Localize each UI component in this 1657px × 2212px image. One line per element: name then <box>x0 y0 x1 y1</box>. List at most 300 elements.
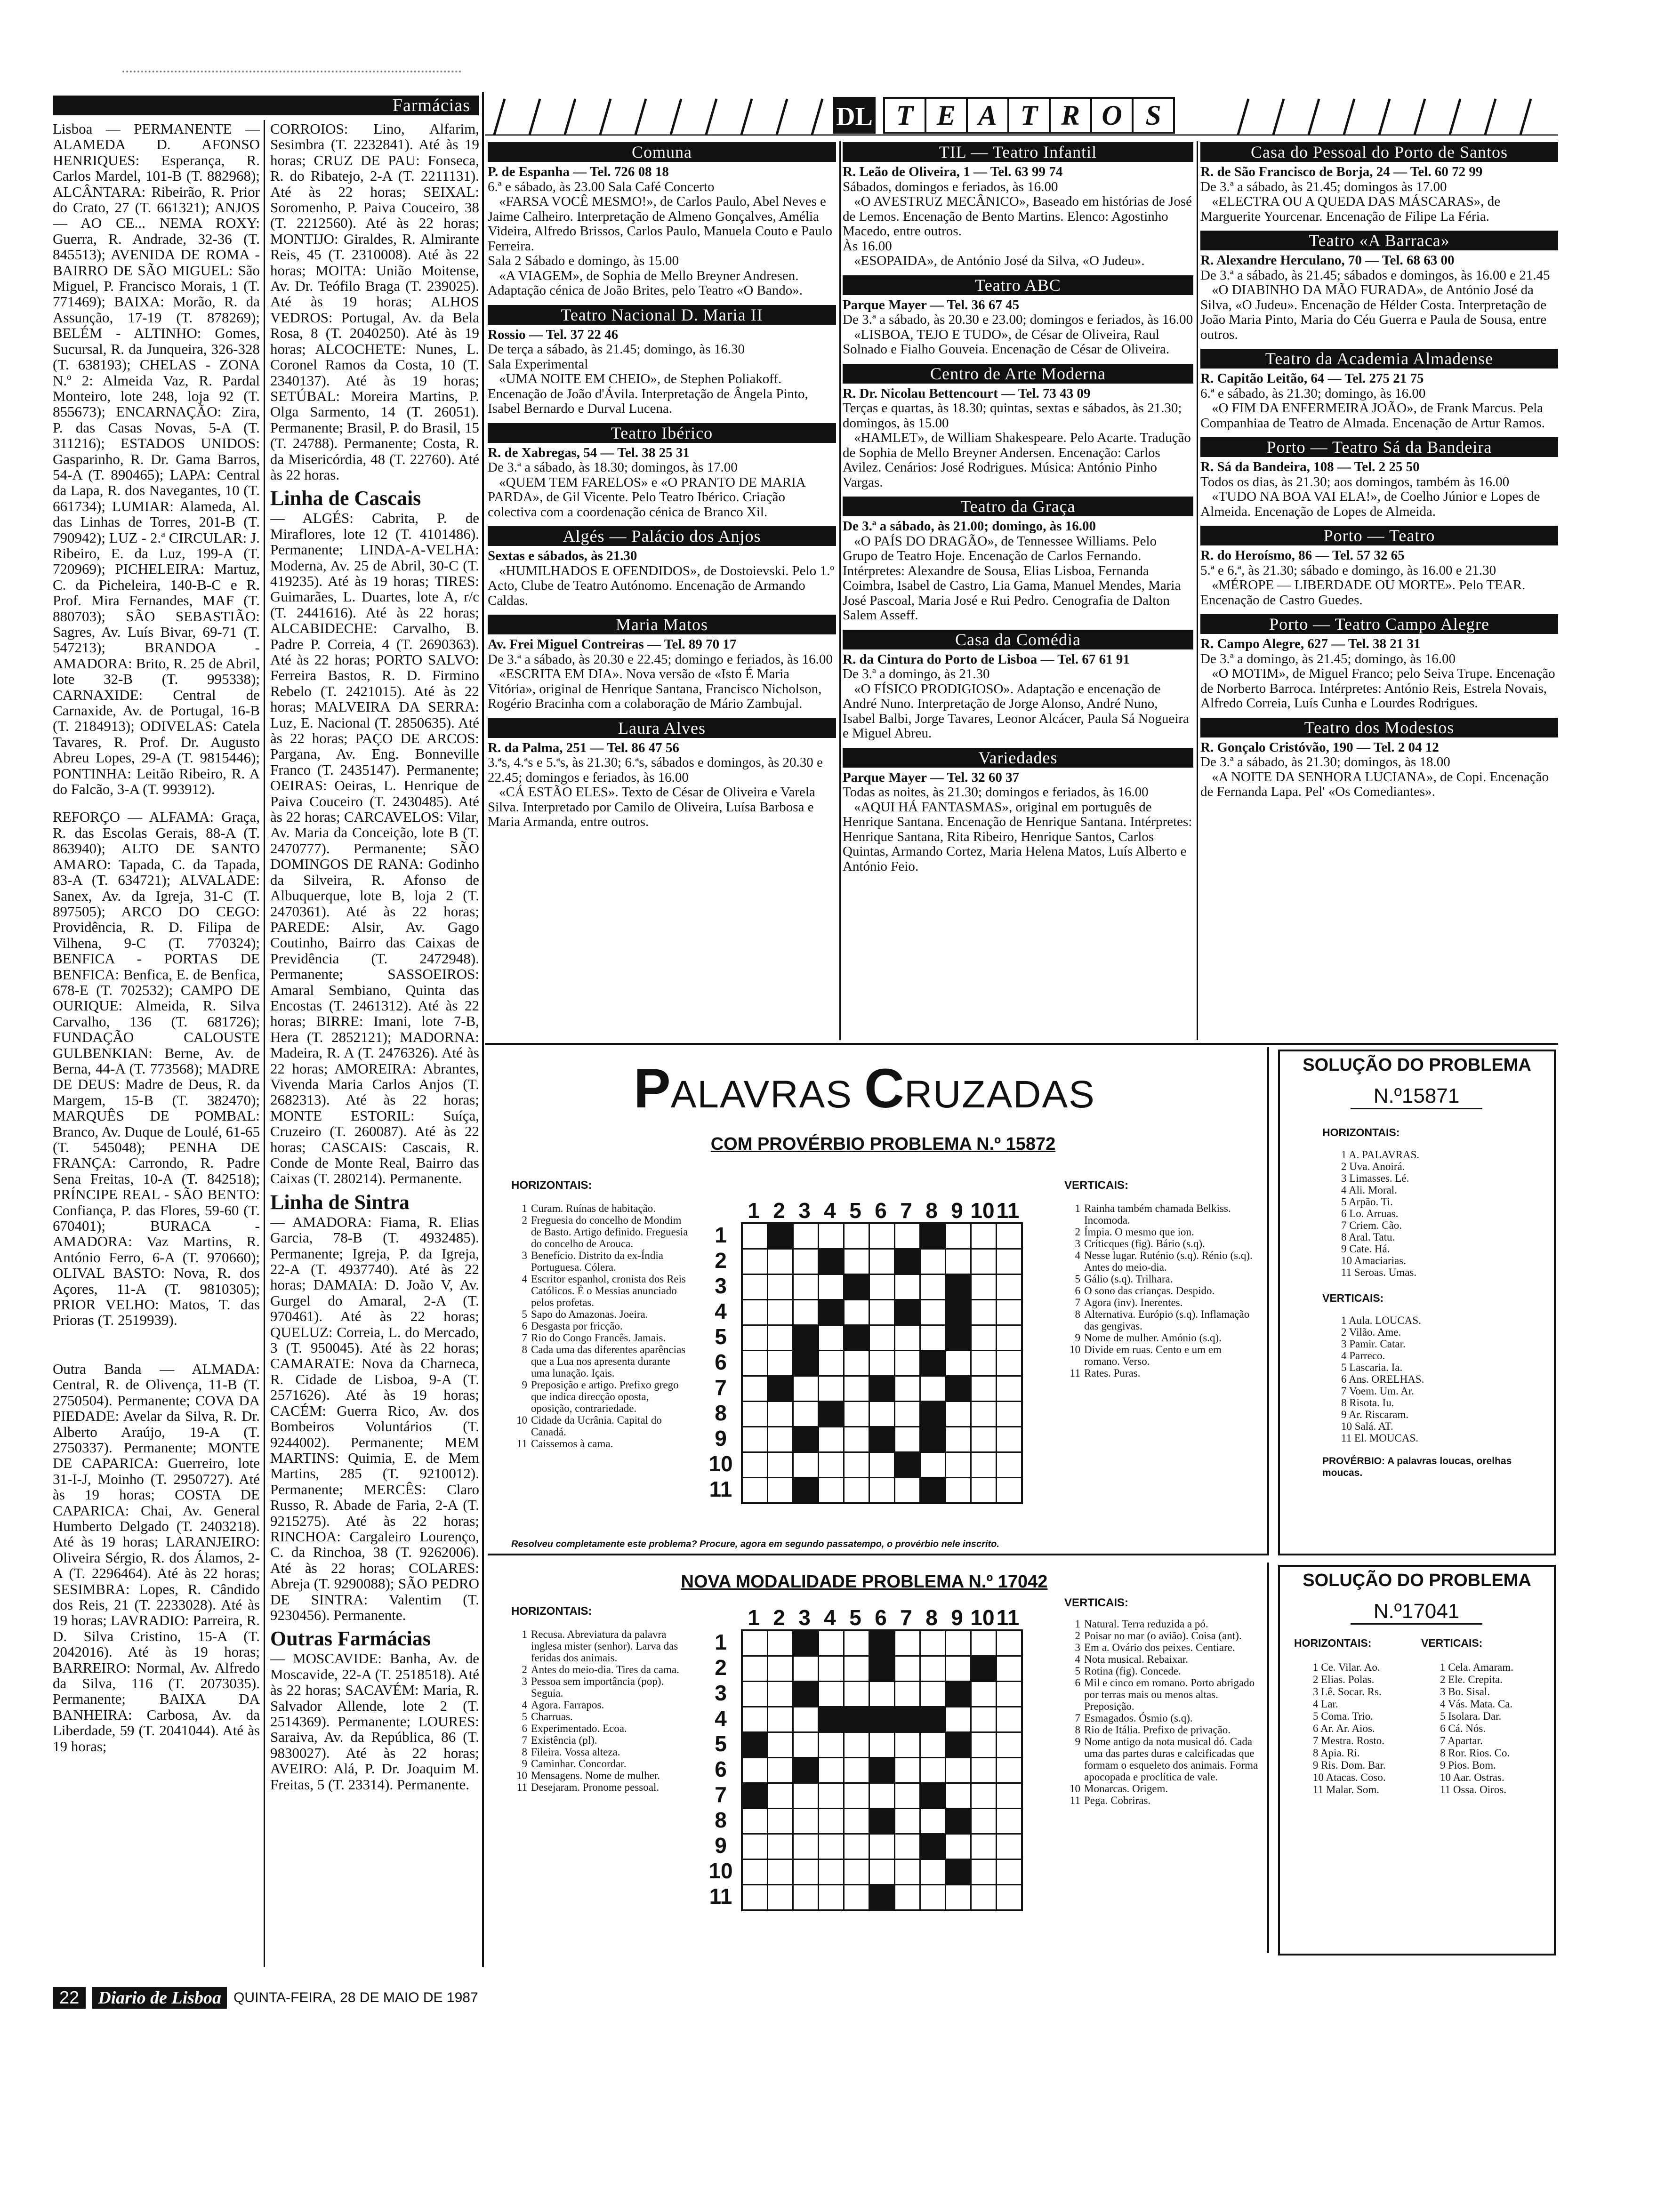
grid-cell[interactable] <box>794 1427 819 1453</box>
grid-cell[interactable] <box>895 1275 921 1300</box>
grid-cell[interactable] <box>768 1784 794 1809</box>
grid-cell[interactable] <box>870 1250 895 1275</box>
solution1-horizontais: HORIZONTAIS: 1 A. PALAVRAS. 2 Uva. Anoirá. 3 Limasses. Lé. 4 Ali. Moral. 5 Arpão. Ti. 6 Lo. Arruas. 7 Criem. Cão. 8 Aral. Tatu. 9 Cate. Há. 10 Amaciarias. 11 Seroas. Umas. VERTICAIS: 1 Aula. LOUCAS. 2 Vilão. Ame. 3 Pamir. Catar. 4 Parreco. 5 Lascaria. Ia. 6 Ans. ORELHAS. 7 Voem. Um. Ar. 8 Risota. Iu. 9 Ar. Riscaram. 10 Salá. AT. 11 El. MOUCAS. PROVÉRBIO: A palavras loucas, orelhas moucas. <box>1322 1127 1539 1479</box>
grid-row-number: 7 <box>715 1782 727 1807</box>
grid-cell[interactable] <box>768 1326 794 1351</box>
grid-cell[interactable] <box>794 1657 819 1682</box>
grid-cell[interactable] <box>845 1250 870 1275</box>
grid-cell[interactable] <box>819 1402 845 1427</box>
crossword2-verticais: VERTICAIS: 1 Natural. Terra reduzida a pó. 2 Poisar no mar (o avião). Coisa (ant). 3 Em a. Ovário dos peixes. Centiare. 4 Nota musical. Rebaixar. 5 Rotina (fig). Concede. 6 Mil e cinco em romano. Porto abrigado por terras mais ou menos altas. Preposição. 7 Esmagados. Ósmio (s.q). 8 Rio de Itália. Prefixo de privação. 9 Nome antigo da nota musical dó. Cada uma das partes duras e calcificadas que formam o esqueleto dos animais. Forma apocopada e proclítica de vale. 10 Monarcas. Origem. 11 Pega. Cobriras. <box>1064 1596 1262 1806</box>
grid-cell[interactable] <box>743 1250 768 1275</box>
grid-cell[interactable] <box>845 1707 870 1733</box>
grid-cell[interactable] <box>794 1326 819 1351</box>
grid-cell[interactable] <box>997 1326 1022 1351</box>
grid-col-number: 6 <box>875 1605 887 1630</box>
grid-cell[interactable] <box>946 1835 972 1860</box>
grid-cell[interactable] <box>921 1326 946 1351</box>
grid-cell[interactable] <box>845 1224 870 1250</box>
grid-cell[interactable] <box>845 1300 870 1326</box>
grid-cell[interactable] <box>946 1809 972 1835</box>
theatre-line: «O PAÍS DO DRAGÃO», de Tennessee Williams. Pelo Grupo de Teatro Hoje. Encenação de Carlos Fernando. Intérpretes: Alexandre de Sousa, Elias Lisboa, Fernanda Coimbra, Isabel de Castro, Lia Gama, Manuel Mendes, Maria José Pascoal, Maria José e Rui Pedro. Cenografia de Dalton Salem Asseff. <box>843 533 1181 623</box>
grid-col-number: 4 <box>824 1198 836 1223</box>
grid-cell[interactable] <box>819 1453 845 1478</box>
grid-cell[interactable] <box>743 1224 768 1250</box>
grid-cell[interactable] <box>794 1402 819 1427</box>
grid-cell[interactable] <box>743 1275 768 1300</box>
grid-cell[interactable] <box>845 1784 870 1809</box>
grid-cell[interactable] <box>845 1809 870 1835</box>
solution-line: 4 Ali. Moral. <box>1341 1184 1397 1196</box>
grid-cell[interactable] <box>743 1427 768 1453</box>
grid-cell[interactable] <box>743 1402 768 1427</box>
crossword2-grid-area <box>695 1605 1062 1944</box>
grid-cell[interactable] <box>921 1631 946 1657</box>
grid-cell[interactable] <box>895 1377 921 1402</box>
grid-cell[interactable] <box>895 1250 921 1275</box>
grid-cell[interactable] <box>997 1758 1022 1784</box>
grid-cell[interactable] <box>972 1707 997 1733</box>
grid-cell[interactable] <box>819 1326 845 1351</box>
grid-cell[interactable] <box>743 1631 768 1657</box>
grid-cell[interactable] <box>997 1275 1022 1300</box>
grid-cell[interactable] <box>972 1478 997 1504</box>
grid-cell[interactable] <box>997 1402 1022 1427</box>
clue: 11 Desejaram. Pronome pessoal. <box>516 1781 660 1793</box>
grid-cell[interactable] <box>845 1835 870 1860</box>
grid-cell[interactable] <box>921 1860 946 1885</box>
grid-cell[interactable] <box>768 1427 794 1453</box>
grid-cell[interactable] <box>921 1250 946 1275</box>
grid-cell[interactable] <box>972 1631 997 1657</box>
teatros-col-a <box>488 141 836 1040</box>
grid-cell[interactable] <box>870 1758 895 1784</box>
grid-cell[interactable] <box>743 1377 768 1402</box>
grid-cell[interactable] <box>946 1631 972 1657</box>
grid-cell[interactable] <box>972 1377 997 1402</box>
grid-cell[interactable] <box>743 1707 768 1733</box>
grid-cell[interactable] <box>870 1707 895 1733</box>
grid-cell[interactable] <box>768 1377 794 1402</box>
theatre-line: De 3.ª a sábado, às 18.30; domingos, às 17.00 <box>488 460 738 475</box>
grid-cell[interactable] <box>845 1427 870 1453</box>
grid-cell[interactable] <box>794 1478 819 1504</box>
clue: 2 Antes do meio-dia. Tires da cama. <box>522 1664 679 1675</box>
grid-cell[interactable] <box>921 1835 946 1860</box>
grid-cell[interactable] <box>768 1250 794 1275</box>
clue: 5 Charruas. <box>522 1711 573 1723</box>
grid-cell[interactable] <box>997 1707 1022 1733</box>
grid-cell[interactable] <box>743 1835 768 1860</box>
grid-cell[interactable] <box>768 1682 794 1707</box>
grid-cell[interactable] <box>819 1809 845 1835</box>
grid-cell[interactable] <box>946 1224 972 1250</box>
grid-cell[interactable] <box>972 1402 997 1427</box>
grid-cell[interactable] <box>794 1351 819 1377</box>
grid-cell[interactable] <box>768 1224 794 1250</box>
clue: 9 Preposição e artigo. Prefixo grego que indica direcção oposta, oposição, contrariedade. <box>522 1379 679 1414</box>
clue: 7 Agora (inv). Inerentes. <box>1075 1297 1183 1308</box>
grid-cell[interactable] <box>946 1326 972 1351</box>
grid-cell[interactable] <box>845 1453 870 1478</box>
theatre-line: «O MOTIM», de Miguel Franco; pelo Seiva Trupe. Encenação de Norberto Barroca. Intérpretes: António Reis, Estrela Novais, Alfredo Correia, Luís Cunha e Lourdes Rodrigues. <box>1200 666 1555 711</box>
grid-cell[interactable] <box>895 1860 921 1885</box>
grid-cell[interactable] <box>743 1809 768 1835</box>
grid-cell[interactable] <box>768 1478 794 1504</box>
grid-cell[interactable] <box>946 1707 972 1733</box>
grid-cell[interactable] <box>870 1657 895 1682</box>
clue: 11 Caissemos à cama. <box>516 1438 613 1450</box>
grid-cell[interactable] <box>870 1427 895 1453</box>
theatre-line: «MÉROPE — LIBERDADE OU MORTE». Pelo TEAR. Encenação de Castro Guedes. <box>1200 577 1526 608</box>
grid-cell[interactable] <box>768 1835 794 1860</box>
grid-cell[interactable] <box>743 1758 768 1784</box>
grid-cell[interactable] <box>819 1300 845 1326</box>
grid-cell[interactable] <box>946 1885 972 1911</box>
grid-cell[interactable] <box>743 1657 768 1682</box>
clue: 10 Mensagens. Nome de mulher. <box>516 1770 660 1781</box>
grid-cell[interactable] <box>794 1758 819 1784</box>
grid-cell[interactable] <box>921 1478 946 1504</box>
grid-cell[interactable] <box>972 1275 997 1300</box>
grid-cell[interactable] <box>895 1402 921 1427</box>
grid-cell[interactable] <box>794 1224 819 1250</box>
grid-cell[interactable] <box>870 1402 895 1427</box>
grid-cell[interactable] <box>921 1885 946 1911</box>
theatre-line: R. de Xabregas, 54 — Tel. 38 25 31 <box>488 445 690 460</box>
grid-cell[interactable] <box>768 1885 794 1911</box>
grid-cell[interactable] <box>895 1784 921 1809</box>
grid-cell[interactable] <box>743 1784 768 1809</box>
grid-cell[interactable] <box>845 1275 870 1300</box>
grid-cell[interactable] <box>819 1885 845 1911</box>
grid-cell[interactable] <box>845 1326 870 1351</box>
grid-cell[interactable] <box>997 1351 1022 1377</box>
grid-cell[interactable] <box>743 1326 768 1351</box>
grid-cell[interactable] <box>743 1453 768 1478</box>
grid-cell[interactable] <box>921 1733 946 1758</box>
grid-cell[interactable] <box>921 1275 946 1300</box>
grid-cell[interactable] <box>895 1733 921 1758</box>
grid-cell[interactable] <box>946 1682 972 1707</box>
grid-cell[interactable] <box>870 1377 895 1402</box>
grid-cell[interactable] <box>768 1631 794 1657</box>
grid-cell[interactable] <box>921 1377 946 1402</box>
grid-cell[interactable] <box>972 1809 997 1835</box>
grid-cell[interactable] <box>794 1784 819 1809</box>
solution2-verticais: VERTICAIS: 1 Cela. Amaram. 2 Ele. Crepita. 3 Bo. Sisal. 4 Vás. Mata. Ca. 5 Isolara. Dar. 6 Cá. Nós. 7 Apartar. 8 Ror. Rios. Co. 9 Pios. Bom. 10 Aar. Ostras. 11 Ossa. Oiros. <box>1421 1637 1548 1796</box>
grid-cell[interactable] <box>845 1631 870 1657</box>
grid-cell[interactable] <box>997 1224 1022 1250</box>
grid-cell[interactable] <box>972 1250 997 1275</box>
grid-cell[interactable] <box>997 1860 1022 1885</box>
grid-cell[interactable] <box>946 1784 972 1809</box>
grid-cell[interactable] <box>946 1453 972 1478</box>
grid-cell[interactable] <box>972 1224 997 1250</box>
grid-cell[interactable] <box>819 1427 845 1453</box>
grid-cell[interactable] <box>946 1427 972 1453</box>
grid-row-number: 11 <box>709 1884 732 1908</box>
theatre-line: Av. Frei Miguel Contreiras — Tel. 89 70 17 <box>488 637 737 652</box>
grid-cell[interactable] <box>870 1351 895 1377</box>
grid-cell[interactable] <box>921 1784 946 1809</box>
grid-cell[interactable] <box>972 1300 997 1326</box>
grid-cell[interactable] <box>921 1707 946 1733</box>
grid-cell[interactable] <box>870 1784 895 1809</box>
theatre-line: De 3.ª a sábado, às 20.30 e 23.00; domingos e feriados, às 16.00 <box>843 312 1193 327</box>
solution-line: 5 Isolara. Dar. <box>1440 1710 1502 1722</box>
grid-cell[interactable] <box>895 1453 921 1478</box>
grid-cell[interactable] <box>819 1682 845 1707</box>
grid-cell[interactable] <box>768 1758 794 1784</box>
solution-line: 6 Cá. Nós. <box>1440 1723 1486 1734</box>
grid-cell[interactable] <box>895 1351 921 1377</box>
grid-cell[interactable] <box>895 1835 921 1860</box>
grid-cell[interactable] <box>794 1682 819 1707</box>
grid-cell[interactable] <box>794 1250 819 1275</box>
grid-cell[interactable] <box>997 1250 1022 1275</box>
grid-row-number: 4 <box>715 1706 727 1731</box>
grid-cell[interactable] <box>819 1478 845 1504</box>
grid-cell[interactable] <box>870 1733 895 1758</box>
clue: 9 Nome antigo da nota musical dó. Cada uma das partes duras e calcificadas que formam o esqueleto dos animais. Forma apocopada e proclítica de vale. <box>1075 1736 1258 1783</box>
grid-cell[interactable] <box>972 1733 997 1758</box>
grid-cell[interactable] <box>845 1860 870 1885</box>
grid-col-number: 10 <box>970 1605 995 1630</box>
grid-cell[interactable] <box>794 1860 819 1885</box>
grid-cell[interactable] <box>845 1885 870 1911</box>
grid-cell[interactable] <box>921 1657 946 1682</box>
grid-cell[interactable] <box>819 1860 845 1885</box>
grid-cell[interactable] <box>768 1707 794 1733</box>
grid-cell[interactable] <box>997 1300 1022 1326</box>
solution-line: 1 A. PALAVRAS. <box>1341 1149 1420 1161</box>
grid-cell[interactable] <box>768 1860 794 1885</box>
grid-cell[interactable] <box>870 1885 895 1911</box>
grid-cell[interactable] <box>819 1657 845 1682</box>
grid-cell[interactable] <box>743 1885 768 1911</box>
grid-cell[interactable] <box>794 1707 819 1733</box>
grid-cell[interactable] <box>743 1860 768 1885</box>
grid-cell[interactable] <box>895 1224 921 1250</box>
grid-cell[interactable] <box>768 1453 794 1478</box>
grid-cell[interactable] <box>768 1351 794 1377</box>
clue: 4 Nesse lugar. Ruténio (s.q). Rénio (s.q). Antes do meio-dia. <box>1075 1250 1253 1273</box>
grid-cell[interactable] <box>997 1427 1022 1453</box>
grid-cell[interactable] <box>972 1427 997 1453</box>
grid-row-number: 1 <box>715 1630 727 1654</box>
grid-cell[interactable] <box>946 1733 972 1758</box>
grid-cell[interactable] <box>997 1478 1022 1504</box>
grid-cell[interactable] <box>870 1682 895 1707</box>
grid-cell[interactable] <box>794 1275 819 1300</box>
grid-cell[interactable] <box>921 1402 946 1427</box>
theatre-name: Teatro da Academia Almadense <box>1200 349 1558 369</box>
grid-cell[interactable] <box>997 1631 1022 1657</box>
grid-cell[interactable] <box>870 1275 895 1300</box>
theatre-line: «CÁ ESTÃO ELES». Texto de César de Oliveira e Varela Silva. Interpretado por Camilo de Oliveira, Luísa Barbosa e Maria Armanda, entre outros. <box>488 785 815 829</box>
grid-cell[interactable] <box>794 1300 819 1326</box>
grid-cell[interactable] <box>946 1657 972 1682</box>
grid-cell[interactable] <box>819 1631 845 1657</box>
grid-cell[interactable] <box>895 1682 921 1707</box>
grid-cell[interactable] <box>819 1224 845 1250</box>
grid-cell[interactable] <box>743 1682 768 1707</box>
grid-cell[interactable] <box>972 1351 997 1377</box>
grid-cell[interactable] <box>972 1860 997 1885</box>
grid-cell[interactable] <box>972 1453 997 1478</box>
grid-cell[interactable] <box>946 1250 972 1275</box>
grid-cell[interactable] <box>921 1758 946 1784</box>
grid-cell[interactable] <box>768 1300 794 1326</box>
grid-cell[interactable] <box>819 1275 845 1300</box>
grid-cell[interactable] <box>972 1326 997 1351</box>
solution-line: 8 Risota. Iu. <box>1341 1397 1394 1409</box>
grid-cell[interactable] <box>819 1835 845 1860</box>
grid-cell[interactable] <box>972 1784 997 1809</box>
grid-cell[interactable] <box>921 1809 946 1835</box>
grid-cell[interactable] <box>997 1453 1022 1478</box>
clue: 6 O sono das crianças. Despido. <box>1075 1285 1215 1297</box>
grid-cell[interactable] <box>997 1784 1022 1809</box>
grid-cell[interactable] <box>921 1300 946 1326</box>
solution-line: 10 Atacas. Coso. <box>1313 1771 1386 1783</box>
grid-cell[interactable] <box>743 1478 768 1504</box>
grid-cell[interactable] <box>845 1733 870 1758</box>
grid-cell[interactable] <box>895 1300 921 1326</box>
clue: 7 Rio do Congo Francês. Jamais. <box>522 1332 666 1344</box>
grid-cell[interactable] <box>819 1351 845 1377</box>
grid-cell[interactable] <box>946 1478 972 1504</box>
grid-cell[interactable] <box>997 1733 1022 1758</box>
grid-cell[interactable] <box>895 1885 921 1911</box>
theatre-line: R. Dr. Nicolau Bettencourt — Tel. 73 43 09 <box>843 385 1091 401</box>
solution-line: 11 El. MOUCAS. <box>1341 1432 1418 1444</box>
grid-cell[interactable] <box>870 1835 895 1860</box>
grid-cell[interactable] <box>845 1657 870 1682</box>
grid-cell[interactable] <box>870 1631 895 1657</box>
solution-line: 10 Salá. AT. <box>1341 1420 1393 1432</box>
grid-cell[interactable] <box>743 1733 768 1758</box>
grid-cell[interactable] <box>768 1657 794 1682</box>
grid-cell[interactable] <box>819 1707 845 1733</box>
theatre-line: R. de São Francisco de Borja, 24 — Tel. 60 72 99 <box>1200 164 1483 179</box>
theatre-line: «UMA NOITE EM CHEIO», de Stephen Poliakoff. Encenação de João d'Ávila. Interpretação de Ângela Pinto, Isabel Bernardo e Durval Lucena. <box>488 371 808 416</box>
grid-cell[interactable] <box>870 1809 895 1835</box>
grid-cell[interactable] <box>870 1224 895 1250</box>
theatre-line: R. Gonçalo Cristóvão, 190 — Tel. 2 04 12 <box>1200 739 1439 755</box>
teatros-div-1 <box>839 141 841 1040</box>
theatre-line: Parque Mayer — Tel. 36 67 45 <box>843 297 1020 313</box>
grid-cell[interactable] <box>921 1427 946 1453</box>
grid-cell[interactable] <box>845 1402 870 1427</box>
grid-cell[interactable] <box>895 1758 921 1784</box>
grid-cell[interactable] <box>946 1351 972 1377</box>
grid-cell[interactable] <box>895 1326 921 1351</box>
grid-cell[interactable] <box>794 1631 819 1657</box>
grid-cell[interactable] <box>895 1707 921 1733</box>
grid-cell[interactable] <box>819 1377 845 1402</box>
grid-cell[interactable] <box>743 1351 768 1377</box>
grid-cell[interactable] <box>895 1657 921 1682</box>
grid-cell[interactable] <box>895 1809 921 1835</box>
grid-cell[interactable] <box>997 1657 1022 1682</box>
grid-cell[interactable] <box>946 1758 972 1784</box>
grid-cell[interactable] <box>997 1885 1022 1911</box>
grid-cell[interactable] <box>972 1835 997 1860</box>
grid-cell[interactable] <box>921 1453 946 1478</box>
grid-cell[interactable] <box>921 1224 946 1250</box>
grid-cell[interactable] <box>768 1733 794 1758</box>
grid-cell[interactable] <box>768 1275 794 1300</box>
grid-cell[interactable] <box>768 1809 794 1835</box>
solution-line: 6 Ans. ORELHAS. <box>1341 1373 1424 1385</box>
teatros-letter: E <box>925 97 968 134</box>
grid-cell[interactable] <box>895 1427 921 1453</box>
solution-line: 9 Ris. Dom. Bar. <box>1313 1759 1386 1771</box>
grid-cell[interactable] <box>845 1682 870 1707</box>
theatre-line: «A NOITE DA SENHORA LUCIANA», de Copi. Encenação de Fernanda Lapa. Pel' «Os Comediantes». <box>1200 769 1549 799</box>
grid-cell[interactable] <box>997 1682 1022 1707</box>
grid-cell[interactable] <box>972 1682 997 1707</box>
solution-line: 5 Lascaria. Ia. <box>1341 1362 1403 1373</box>
grid-cell[interactable] <box>819 1733 845 1758</box>
theatre-line: «ESCRITA EM DIA». Nova versão de «Isto É Maria Vitória», original de Henrique Santana, Francisco Nicholson, Rogério Bracinha com a colaboração de Mário Zambujal. <box>488 666 822 711</box>
grid-cell[interactable] <box>946 1275 972 1300</box>
grid-cell[interactable] <box>794 1885 819 1911</box>
grid-cell[interactable] <box>870 1453 895 1478</box>
grid-cell[interactable] <box>946 1377 972 1402</box>
grid-cell[interactable] <box>743 1300 768 1326</box>
grid-cell[interactable] <box>946 1860 972 1885</box>
grid-cell[interactable] <box>870 1300 895 1326</box>
grid-cell[interactable] <box>997 1809 1022 1835</box>
grid-cell[interactable] <box>870 1860 895 1885</box>
grid-cell[interactable] <box>794 1377 819 1402</box>
grid-cell[interactable] <box>946 1402 972 1427</box>
grid-cell[interactable] <box>946 1300 972 1326</box>
grid-cell[interactable] <box>794 1809 819 1835</box>
grid-cell[interactable] <box>845 1478 870 1504</box>
grid-cell[interactable] <box>870 1478 895 1504</box>
grid-cell[interactable] <box>997 1377 1022 1402</box>
grid-cell[interactable] <box>972 1657 997 1682</box>
grid-cell[interactable] <box>768 1402 794 1427</box>
crossword-title: PALAVRAS CRUZADAS <box>634 1058 1095 1120</box>
grid-cell[interactable] <box>845 1377 870 1402</box>
grid-cell[interactable] <box>921 1682 946 1707</box>
grid-cell[interactable] <box>794 1453 819 1478</box>
grid-cell[interactable] <box>895 1631 921 1657</box>
grid-cell[interactable] <box>895 1478 921 1504</box>
grid-cell[interactable] <box>794 1835 819 1860</box>
grid-cell[interactable] <box>819 1758 845 1784</box>
grid-cell[interactable] <box>997 1835 1022 1860</box>
grid-cell[interactable] <box>921 1351 946 1377</box>
grid-cell[interactable] <box>819 1784 845 1809</box>
grid-cell[interactable] <box>819 1250 845 1275</box>
teatros-letter: A <box>966 97 1009 134</box>
grid-cell[interactable] <box>845 1351 870 1377</box>
grid-cell[interactable] <box>972 1758 997 1784</box>
grid-cell[interactable] <box>972 1885 997 1911</box>
theatre-name: Teatro Nacional D. Maria II <box>488 305 836 325</box>
grid-cell[interactable] <box>845 1758 870 1784</box>
grid-cell[interactable] <box>870 1326 895 1351</box>
theatre-line: «O FÍSICO PRODIGIOSO». Adaptação e encenação de André Nuno. Interpretação de Jorge Alonso, André Nuno, Isabel Balbi, Jorge Tavares, Leonor Alcácer, Paula Sá Nogueira e Miguel Abreu. <box>843 681 1189 741</box>
reforco: REFORÇO — ALFAMA: Graça, R. das Escolas Gerais, 88-A (T. 863940); ALTO DE SANTO AMARO: Tapada, C. da Tapada, 83-A (T. 634721); ALVALADE: Sanex, Av. da Igreja, 31-C (T. 897505); ARCO DO CEGO: Providência, R. D. Filipa de Vilhena, 9-C (T. 770324); BENFICA - PORTAS DE BENFICA: Benfica, E. de Benfica, 678-E (T. 702532); CAMPO DE OURIQUE: Almeida, R. Silva Carvalho, 136 (T. 681726); FUNDAÇÃO CALOUSTE GULBENKIAN: Berne, Av. de Berna, 44-A (T. 773568); MADRE DE DEUS: Madre de Deus, R. da Margem, 15-B (T. 382470); MARQUÊS DE POMBAL: Branco, Av. Duque de Loulé, 61-65 (T. 545048); PENHA DE FRANÇA: Carrondo, R. Padre Sena Freitas, 10-A (T. 842518); PRÍNCIPE REAL - SÃO BENTO: Confiança, P. das Flores, 59-60 (T. 670401); BURACA - AMADORA: Vaz Martins, R. António Ferro, 6-A (T. 970660); OLIVAL BASTO: Nova, R. dos Açores, 11-A (T. 9810305); PRIOR VELHO: Matos, T. das Prioras (T. 2519939). <box>53 809 260 1329</box>
grid-cell[interactable] <box>794 1733 819 1758</box>
grid-col-number: 9 <box>951 1605 963 1630</box>
